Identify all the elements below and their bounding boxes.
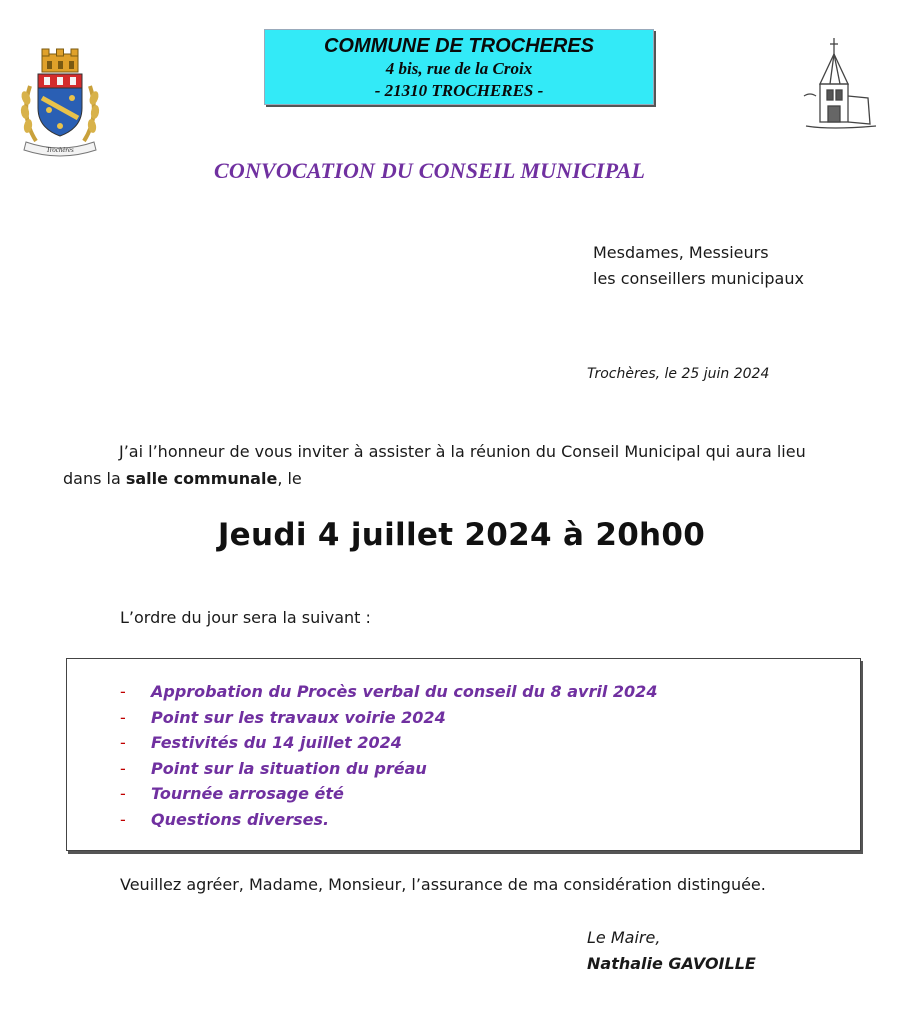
agenda-item-text: Point sur les travaux voirie 2024 xyxy=(151,707,446,727)
meeting-datetime: Jeudi 4 juillet 2024 à 20h00 xyxy=(217,517,706,553)
recipient-block xyxy=(593,240,804,292)
agenda-item-text: Tournée arrosage été xyxy=(151,784,344,804)
closing-line: Veuillez agréer, Madame, Monsieur, l’assurance de ma considération distinguée. xyxy=(120,875,766,894)
agenda-item xyxy=(67,781,860,807)
meeting-location: salle communale xyxy=(125,469,278,488)
church-sketch-icon xyxy=(800,36,880,134)
signature-role: Le Maire, xyxy=(587,928,661,947)
agenda-item-text: Questions diverses. xyxy=(151,809,330,829)
commune-name: COMMUNE DE TROCHERES xyxy=(323,35,594,57)
crest-motto: Trochères xyxy=(46,146,74,154)
address-line-2: - 21310 TROCHERES - xyxy=(374,81,544,100)
agenda-item-text: Point sur la situation du préau xyxy=(151,758,427,778)
bullet-dash: - xyxy=(120,809,126,829)
bullet-dash: - xyxy=(120,733,126,753)
agenda-list xyxy=(67,679,860,833)
agenda-item xyxy=(67,756,860,782)
agenda-box xyxy=(66,658,861,851)
agenda-intro: L’ordre du jour sera la suivant : xyxy=(120,608,371,627)
coat-of-arms-icon xyxy=(16,46,104,158)
agenda-item-text: Festivités du 14 juillet 2024 xyxy=(151,733,402,753)
commune-header xyxy=(264,29,654,105)
agenda-item xyxy=(67,705,860,731)
mayor-name: Nathalie GAVOILLE xyxy=(587,954,756,973)
signature-block xyxy=(587,925,756,977)
intro-text-after: , le xyxy=(277,469,302,488)
address-line-1: 4 bis, rue de la Croix xyxy=(385,59,533,78)
document-title: CONVOCATION DU CONSEIL MUNICIPAL xyxy=(214,158,646,183)
date-line: Trochères, le 25 juin 2024 xyxy=(587,366,770,382)
recipient-line-1: Mesdames, Messieurs xyxy=(593,243,769,262)
bullet-dash: - xyxy=(120,682,126,701)
bullet-dash: - xyxy=(120,758,126,778)
intro-text-before: J’ai l’honneur de vous inviter à assister à la réunion du Conseil Municipal qui aura lieu dans la xyxy=(63,442,806,488)
bullet-dash: - xyxy=(120,707,126,727)
intro-paragraph xyxy=(63,438,843,492)
agenda-item xyxy=(67,807,860,833)
agenda-item xyxy=(67,730,860,756)
agenda-item-text: Approbation du Procès verbal du conseil du 8 avril 2024 xyxy=(151,682,658,701)
agenda-item xyxy=(67,679,860,705)
recipient-line-2: les conseillers municipaux xyxy=(593,269,804,288)
bullet-dash: - xyxy=(120,784,126,804)
